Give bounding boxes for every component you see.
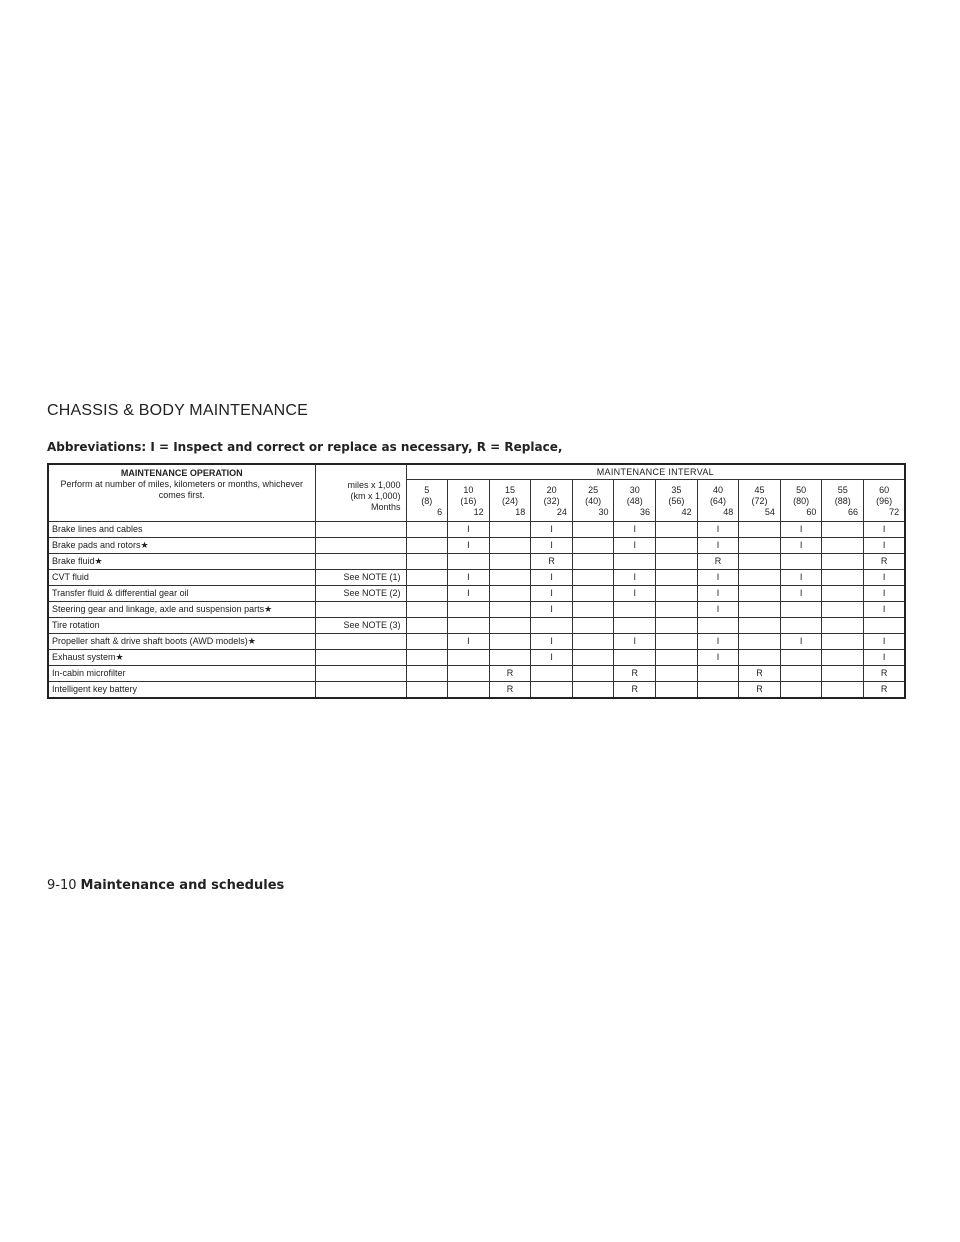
interval-mark	[489, 650, 531, 666]
interval-km: (48)	[626, 495, 643, 506]
interval-miles: 15	[504, 484, 515, 495]
interval-column-header	[406, 480, 448, 522]
interval-mark	[656, 602, 698, 618]
interval-mark: I	[864, 634, 906, 650]
interval-km: (8)	[421, 495, 433, 506]
interval-months: 72	[889, 506, 900, 517]
table-row	[48, 618, 905, 634]
page-footer	[47, 878, 284, 893]
operation-name: Tire rotation	[48, 618, 315, 634]
interval-mark	[614, 618, 656, 634]
interval-mark: I	[614, 586, 656, 602]
interval-mark	[406, 682, 448, 699]
interval-mark	[656, 586, 698, 602]
interval-mark	[822, 650, 864, 666]
interval-mark: R	[864, 554, 906, 570]
interval-mark	[448, 554, 490, 570]
interval-mark	[656, 682, 698, 699]
interval-km: (72)	[751, 495, 768, 506]
interval-column-header	[531, 480, 573, 522]
interval-mark	[448, 682, 490, 699]
operation-name: Propeller shaft & drive shaft boots (AWD models)★	[48, 634, 315, 650]
interval-months: 60	[806, 506, 817, 517]
interval-mark	[656, 522, 698, 538]
interval-mark: I	[864, 538, 906, 554]
interval-mark: I	[864, 522, 906, 538]
interval-mark	[656, 618, 698, 634]
interval-mark	[572, 554, 614, 570]
interval-mark	[614, 554, 656, 570]
interval-mark	[822, 538, 864, 554]
interval-km: (32)	[543, 495, 560, 506]
interval-mark	[489, 602, 531, 618]
interval-mark: I	[531, 570, 573, 586]
interval-mark: I	[448, 634, 490, 650]
interval-mark	[406, 586, 448, 602]
interval-header: MAINTENANCE INTERVAL	[406, 464, 905, 480]
interval-km: (16)	[460, 495, 477, 506]
interval-column-header	[572, 480, 614, 522]
interval-months: 36	[640, 506, 651, 517]
interval-mark: I	[531, 650, 573, 666]
table-header-row-1	[48, 464, 905, 480]
interval-km: (24)	[501, 495, 518, 506]
interval-mark	[739, 538, 781, 554]
interval-mark	[572, 650, 614, 666]
interval-mark	[406, 554, 448, 570]
interval-mark: I	[780, 538, 822, 554]
interval-km: (40)	[585, 495, 602, 506]
interval-mark	[448, 602, 490, 618]
interval-mark	[489, 634, 531, 650]
interval-column-header	[780, 480, 822, 522]
interval-mark	[406, 634, 448, 650]
interval-mark	[406, 538, 448, 554]
interval-mark	[780, 618, 822, 634]
operation-note: See NOTE (2)	[315, 586, 406, 602]
interval-mark: I	[697, 634, 739, 650]
operation-name: Brake pads and rotors★	[48, 538, 315, 554]
interval-mark	[406, 522, 448, 538]
interval-column-header	[614, 480, 656, 522]
unit-header	[315, 464, 406, 522]
interval-mark	[780, 666, 822, 682]
table-row	[48, 650, 905, 666]
interval-mark: I	[697, 602, 739, 618]
interval-mark: I	[864, 602, 906, 618]
interval-mark	[572, 634, 614, 650]
operation-note	[315, 538, 406, 554]
operation-name: Brake lines and cables	[48, 522, 315, 538]
section-title: CHASSIS & BODY MAINTENANCE	[47, 402, 308, 419]
interval-km: (64)	[709, 495, 726, 506]
abbreviations-legend: Abbreviations: I = Inspect and correct or replace as necessary, R = Replace,	[47, 440, 563, 454]
interval-mark	[656, 554, 698, 570]
interval-mark	[489, 570, 531, 586]
interval-mark	[822, 586, 864, 602]
interval-mark: I	[614, 538, 656, 554]
page-number: 9-10	[47, 878, 77, 893]
table-row	[48, 570, 905, 586]
table-row	[48, 634, 905, 650]
interval-months: 66	[848, 506, 859, 517]
interval-mark: I	[531, 602, 573, 618]
interval-mark: I	[448, 586, 490, 602]
interval-mark	[739, 650, 781, 666]
interval-mark: I	[531, 522, 573, 538]
interval-months: 12	[473, 506, 484, 517]
interval-miles: 35	[671, 484, 682, 495]
interval-mark: R	[739, 682, 781, 699]
interval-mark	[572, 682, 614, 699]
maintenance-schedule-table	[47, 463, 906, 699]
interval-mark	[822, 602, 864, 618]
interval-mark	[697, 682, 739, 699]
operation-name: Steering gear and linkage, axle and suspension parts★	[48, 602, 315, 618]
operation-note	[315, 522, 406, 538]
interval-mark	[572, 538, 614, 554]
interval-mark	[489, 538, 531, 554]
interval-column-header	[822, 480, 864, 522]
interval-mark	[739, 618, 781, 634]
interval-mark: I	[531, 538, 573, 554]
interval-mark	[406, 570, 448, 586]
interval-mark	[780, 602, 822, 618]
interval-miles: 30	[629, 484, 640, 495]
interval-column-header	[489, 480, 531, 522]
operation-note	[315, 602, 406, 618]
interval-mark: I	[697, 586, 739, 602]
interval-mark	[822, 618, 864, 634]
interval-mark: R	[614, 666, 656, 682]
interval-mark	[406, 618, 448, 634]
interval-mark: I	[780, 634, 822, 650]
operation-note	[315, 650, 406, 666]
interval-mark: R	[531, 554, 573, 570]
interval-mark: I	[780, 522, 822, 538]
interval-km: (88)	[834, 495, 851, 506]
interval-mark	[489, 554, 531, 570]
interval-mark: I	[448, 522, 490, 538]
interval-mark	[406, 602, 448, 618]
interval-mark: R	[614, 682, 656, 699]
interval-km: (96)	[876, 495, 893, 506]
operation-note	[315, 666, 406, 682]
interval-mark	[697, 618, 739, 634]
interval-months: 30	[598, 506, 609, 517]
interval-km: (56)	[668, 495, 685, 506]
interval-mark	[780, 650, 822, 666]
interval-mark: R	[739, 666, 781, 682]
interval-mark	[656, 650, 698, 666]
interval-column-header	[656, 480, 698, 522]
interval-mark	[864, 618, 906, 634]
interval-miles: 5	[424, 484, 430, 495]
interval-mark	[572, 522, 614, 538]
interval-mark: I	[614, 634, 656, 650]
interval-mark: I	[780, 570, 822, 586]
interval-mark	[739, 554, 781, 570]
interval-mark	[489, 618, 531, 634]
interval-mark	[697, 666, 739, 682]
interval-mark: R	[489, 682, 531, 699]
interval-mark: I	[614, 570, 656, 586]
interval-mark	[780, 682, 822, 699]
operation-name: Exhaust system★	[48, 650, 315, 666]
interval-mark	[656, 666, 698, 682]
table-row	[48, 554, 905, 570]
interval-months: 54	[764, 506, 775, 517]
interval-months: 42	[681, 506, 692, 517]
interval-mark	[531, 666, 573, 682]
interval-mark: I	[448, 538, 490, 554]
interval-mark	[531, 618, 573, 634]
operation-name: Transfer fluid & differential gear oil	[48, 586, 315, 602]
operation-note: See NOTE (1)	[315, 570, 406, 586]
interval-mark	[739, 586, 781, 602]
chapter-title: Maintenance and schedules	[80, 878, 285, 893]
operation-note	[315, 554, 406, 570]
interval-mark	[739, 602, 781, 618]
interval-mark: I	[448, 570, 490, 586]
interval-mark: I	[697, 522, 739, 538]
interval-miles: 45	[754, 484, 765, 495]
table-row	[48, 586, 905, 602]
interval-mark	[448, 666, 490, 682]
interval-months: 48	[723, 506, 734, 517]
interval-mark: R	[489, 666, 531, 682]
interval-mark	[572, 586, 614, 602]
interval-mark	[656, 634, 698, 650]
interval-mark	[822, 570, 864, 586]
operation-header-title: MAINTENANCE OPERATION	[120, 468, 243, 478]
interval-mark	[822, 666, 864, 682]
interval-mark	[656, 538, 698, 554]
operation-header	[48, 464, 315, 522]
unit-months: Months	[370, 501, 401, 512]
interval-months: 18	[515, 506, 526, 517]
interval-mark: I	[614, 522, 656, 538]
interval-mark	[406, 666, 448, 682]
interval-mark	[572, 666, 614, 682]
interval-mark: I	[697, 650, 739, 666]
interval-mark: R	[697, 554, 739, 570]
interval-mark	[822, 554, 864, 570]
interval-km: (80)	[793, 495, 810, 506]
interval-mark	[531, 682, 573, 699]
interval-mark	[489, 522, 531, 538]
interval-mark	[572, 602, 614, 618]
interval-column-header	[739, 480, 781, 522]
table-row	[48, 602, 905, 618]
interval-mark: R	[864, 682, 906, 699]
interval-mark: I	[531, 586, 573, 602]
interval-mark: R	[864, 666, 906, 682]
interval-mark	[614, 650, 656, 666]
interval-miles: 60	[879, 484, 890, 495]
interval-mark: I	[864, 650, 906, 666]
interval-months: 6	[437, 506, 443, 517]
interval-mark	[406, 650, 448, 666]
operation-name: In-cabin microfilter	[48, 666, 315, 682]
interval-miles: 50	[796, 484, 807, 495]
interval-mark: I	[697, 538, 739, 554]
interval-mark	[572, 618, 614, 634]
interval-mark	[614, 602, 656, 618]
interval-mark	[822, 682, 864, 699]
interval-column-header	[864, 480, 906, 522]
interval-miles: 10	[463, 484, 474, 495]
table-row	[48, 538, 905, 554]
table-row	[48, 666, 905, 682]
interval-miles: 40	[712, 484, 723, 495]
interval-mark	[780, 554, 822, 570]
unit-km: (km x 1,000)	[350, 490, 401, 501]
table-row	[48, 682, 905, 699]
interval-miles: 55	[837, 484, 848, 495]
table-body	[48, 522, 905, 699]
interval-mark: I	[531, 634, 573, 650]
interval-mark	[656, 570, 698, 586]
interval-mark: I	[697, 570, 739, 586]
operation-note	[315, 634, 406, 650]
interval-mark	[448, 618, 490, 634]
operation-name: Brake fluid★	[48, 554, 315, 570]
interval-mark	[448, 650, 490, 666]
operation-note	[315, 682, 406, 699]
operation-note: See NOTE (3)	[315, 618, 406, 634]
interval-mark: I	[780, 586, 822, 602]
interval-mark	[822, 522, 864, 538]
interval-column-header	[697, 480, 739, 522]
interval-mark	[572, 570, 614, 586]
table-row	[48, 522, 905, 538]
operation-header-subtitle: Perform at number of miles, kilometers or months, whichever comes first.	[60, 479, 304, 500]
interval-miles: 25	[588, 484, 599, 495]
operation-name: CVT fluid	[48, 570, 315, 586]
interval-mark	[739, 570, 781, 586]
interval-mark	[739, 634, 781, 650]
interval-column-header	[448, 480, 490, 522]
interval-mark	[739, 522, 781, 538]
operation-name: Intelligent key battery	[48, 682, 315, 699]
interval-mark: I	[864, 570, 906, 586]
interval-mark	[489, 586, 531, 602]
interval-miles: 20	[546, 484, 557, 495]
interval-months: 24	[556, 506, 567, 517]
interval-mark: I	[864, 586, 906, 602]
interval-mark	[822, 634, 864, 650]
unit-miles: miles x 1,000	[347, 479, 401, 490]
